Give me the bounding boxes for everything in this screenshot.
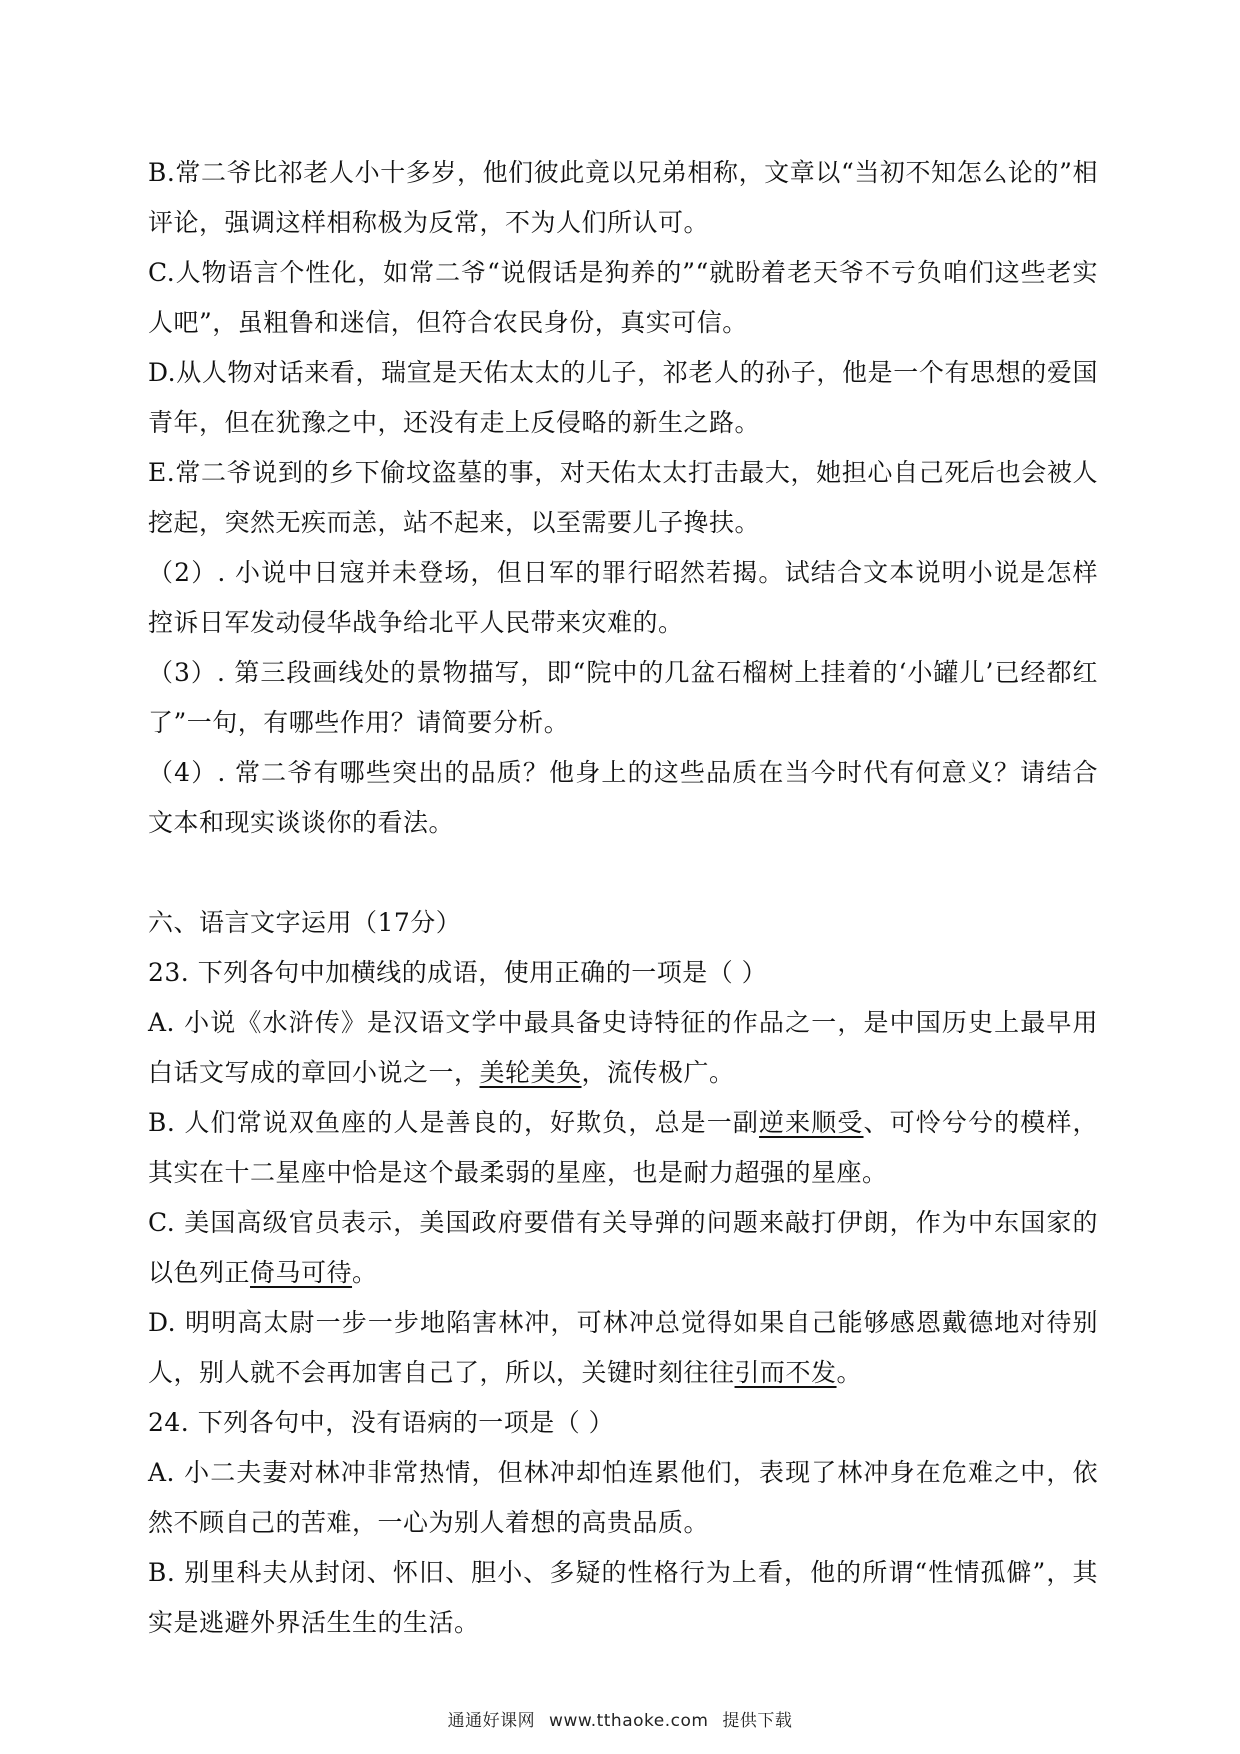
- underlined-idiom: 美轮美奂: [479, 1058, 582, 1087]
- question-2: （2）. 小说中日寇并未登场，但日军的罪行昭然若揭。试结合文本说明小说是怎样控诉日军发动侵华战争给北平人民带来灾难的。: [148, 558, 1098, 637]
- option-c-reading: C.人物语言个性化，如常二爷“说假话是狗养的”“就盼着老天爷不亏负咱们这些老实人吧”，虽粗鲁和迷信，但符合农民身份，真实可信。: [148, 258, 1098, 337]
- question-23-option-d: [148, 1298, 1098, 1398]
- footer-suffix: 提供下载: [722, 1711, 793, 1731]
- question-24-stem: 24. 下列各句中，没有语病的一项是（ ）: [148, 1408, 615, 1437]
- option-e-reading: E.常二爷说到的乡下偷坟盗墓的事，对天佑太太打击最大，她担心自己死后也会被人挖起，突然无疾而恙，站不起来，以至需要儿子搀扶。: [148, 458, 1098, 537]
- underlined-idiom: 引而不发: [734, 1358, 837, 1387]
- option-b-reading: B.常二爷比祁老人小十多岁，他们彼此竟以兄弟相称，文章以“当初不知怎么论的”相评论，强调这样相称极为反常，不为人们所认可。: [148, 158, 1098, 237]
- option-text: 。: [836, 1358, 863, 1387]
- option-text: C. 美国高级官员表示，美国政府要借有关导弹的问题来敲打伊朗，作为中东国家的以色列正: [148, 1208, 1098, 1287]
- underlined-idiom: 倚马可待: [250, 1258, 353, 1287]
- question-4: （4）. 常二爷有哪些突出的品质？他身上的这些品质在当今时代有何意义？请结合文本和现实谈谈你的看法。: [148, 758, 1098, 837]
- footer-url: www.tthaoke.com: [549, 1711, 709, 1731]
- question-23-option-c: [148, 1198, 1098, 1298]
- question-23-option-b: [148, 1098, 1098, 1198]
- underlined-idiom: 逆来顺受: [759, 1108, 864, 1137]
- page-content: [148, 148, 1098, 1648]
- option-text: B. 人们常说双鱼座的人是善良的，好欺负，总是一副: [148, 1108, 760, 1137]
- option-text: 、可怜兮兮的模样，其实在十二星座中恰是这个最柔弱的星座，也是耐力超强的星座。: [148, 1108, 1098, 1187]
- option-text: D. 明明高太尉一步一步地陷害林冲，可林冲总觉得如果自己能够感恩戴德地对待别人，别人就不会再加害自己了，所以，关键时刻往往: [148, 1308, 1098, 1387]
- question-3: （3）. 第三段画线处的景物描写，即“院中的几盆石榴树上挂着的‘小罐儿’已经都红了”一句，有哪些作用？请简要分析。: [148, 658, 1098, 737]
- footer-site-name: 通通好课网: [447, 1711, 536, 1731]
- section-gap: [148, 848, 1098, 898]
- page-footer: [0, 1706, 1240, 1731]
- question-23-option-a: [148, 998, 1098, 1098]
- option-text: A. 小说《水浒传》是汉语文学中最具备史诗特征的作品之一，是中国历史上最早用白话文写成的章回小说之一，: [148, 1008, 1098, 1087]
- option-text: ，流传极广。: [581, 1058, 735, 1087]
- section-6-title: 六、语言文字运用（17分）: [148, 908, 462, 937]
- question-24-option-a: A. 小二夫妻对林冲非常热情，但林冲却怕连累他们，表现了林冲身在危难之中，依然不顾自己的苦难，一心为别人着想的高贵品质。: [148, 1458, 1098, 1537]
- option-text: 。: [352, 1258, 378, 1287]
- question-24-option-b: B. 别里科夫从封闭、怀旧、胆小、多疑的性格行为上看，他的所谓“性情孤僻”，其实是逃避外界活生生的生活。: [148, 1558, 1098, 1637]
- question-23-stem: 23. 下列各句中加横线的成语，使用正确的一项是（ ）: [148, 958, 768, 987]
- option-d-reading: D.从人物对话来看，瑞宣是天佑太太的儿子，祁老人的孙子，他是一个有思想的爱国青年，但在犹豫之中，还没有走上反侵略的新生之路。: [148, 358, 1098, 437]
